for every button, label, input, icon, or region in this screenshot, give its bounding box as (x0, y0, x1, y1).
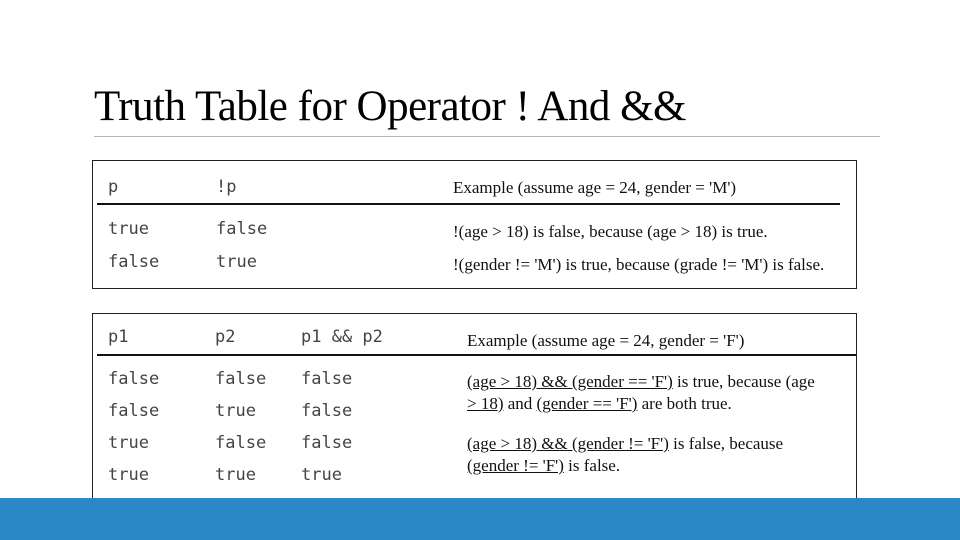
header-p1-and-p2: p1 && p2 (301, 327, 383, 347)
and-row1-result: false (301, 369, 353, 389)
and-example-1-and: and (503, 394, 537, 413)
and-example-1-cond1: > 18) (467, 394, 504, 413)
and-example-2-tail: is false. (563, 456, 621, 475)
and-example-header: Example (assume age = 24, gender = 'F') (467, 331, 745, 350)
and-example-2-expr: (age > 18) && (gender != 'F') (467, 434, 669, 453)
header-p2: p2 (215, 327, 236, 347)
title-divider (94, 136, 880, 137)
and-example-1-line2 (467, 394, 732, 414)
and-row2-p1: false (108, 401, 160, 421)
and-row2-p2: true (215, 401, 256, 421)
and-header-rule (97, 354, 856, 356)
header-p1: p1 (108, 327, 129, 347)
and-row1-p1: false (108, 369, 160, 389)
not-truth-table (92, 160, 857, 289)
not-example-header: Example (assume age = 24, gender = 'M') (453, 178, 737, 197)
and-example-2-line2 (467, 456, 620, 476)
and-row3-p2: false (215, 433, 267, 453)
and-row2-result: false (301, 401, 353, 421)
and-example-2-line1 (467, 434, 783, 454)
and-row3-p1: true (108, 433, 149, 453)
and-row1-p2: false (215, 369, 267, 389)
footer-accent-bar (0, 498, 960, 540)
and-truth-table (92, 313, 857, 499)
and-row4-p2: true (215, 465, 256, 485)
and-example-2-cond: (gender != 'F') (467, 456, 564, 475)
and-example-1-line1 (467, 372, 815, 392)
and-example-2-text: is false, because (668, 434, 784, 453)
not-example-2: !(gender != 'M') is true, because (grade != 'M') is false. (453, 255, 825, 274)
and-row4-result: true (301, 465, 342, 485)
not-row2-p: false (108, 252, 160, 272)
not-row1-p: true (108, 219, 149, 239)
and-example-1-text: is true, because (age (672, 372, 815, 391)
and-example-1-tail: are both true. (637, 394, 732, 413)
and-row4-p1: true (108, 465, 149, 485)
and-example-1-expr: (age > 18) && (gender == 'F') (467, 372, 673, 391)
not-example-1: !(age > 18) is false, because (age > 18) is true. (453, 222, 768, 241)
and-row3-result: false (301, 433, 353, 453)
header-p: p (108, 177, 119, 197)
not-header-rule (97, 203, 840, 205)
not-row1-not-p: false (216, 219, 268, 239)
page-title: Truth Table for Operator ! And && (94, 83, 686, 130)
not-row2-not-p: true (216, 252, 257, 272)
and-example-1-cond2: (gender == 'F') (536, 394, 638, 413)
header-not-p: !p (216, 177, 237, 197)
